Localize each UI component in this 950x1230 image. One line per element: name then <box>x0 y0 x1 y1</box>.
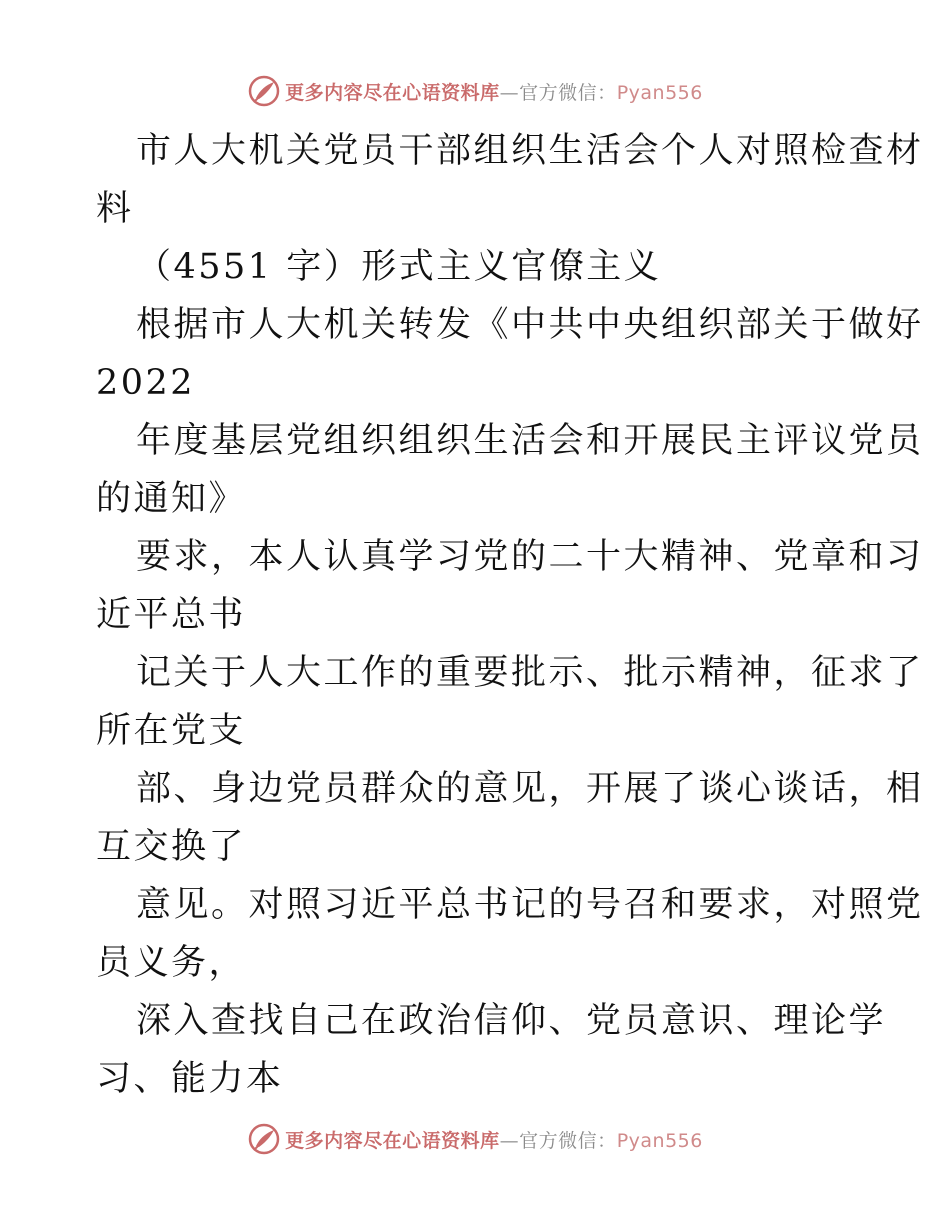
doc-line: 记关于人大工作的重要批示、批示精神，征求了 <box>136 653 924 693</box>
doc-line: 习、能力本 <box>96 1059 284 1099</box>
doc-line: 意见。对照习近平总书记的号召和要求，对照党 <box>136 885 924 925</box>
banner-slogan: 更多内容尽在心语资料库 <box>285 1129 500 1152</box>
footer-banner <box>0 1119 950 1159</box>
doc-line: 料 <box>96 189 134 229</box>
doc-line: 员义务， <box>96 943 247 983</box>
doc-line: 2022 <box>96 363 196 403</box>
doc-line: 市人大机关党员干部组织生活会个人对照检查材 <box>136 131 924 171</box>
banner-dash: — <box>499 81 520 104</box>
doc-line: 根据市人大机关转发《中共中央组织部关于做好 <box>136 305 924 345</box>
doc-line: 年度基层党组织组织生活会和开展民主评议党员 <box>136 421 924 461</box>
doc-line: 要求，本人认真学习党的二十大精神、党章和习 <box>136 537 924 577</box>
banner-wechat-id: Pyan556 <box>616 81 703 104</box>
quill-logo-icon <box>247 74 281 108</box>
banner-text <box>285 78 703 105</box>
banner-dash: — <box>499 1129 520 1152</box>
banner-slogan: 更多内容尽在心语资料库 <box>285 81 500 104</box>
header-banner <box>0 71 950 111</box>
doc-line: 近平总书 <box>96 595 247 635</box>
banner-wechat-label: 官方微信： <box>519 81 617 104</box>
banner-wechat-label: 官方微信： <box>519 1129 617 1152</box>
quill-logo-icon <box>247 1122 281 1156</box>
doc-line: 部、身边党员群众的意见，开展了谈心谈话，相 <box>136 769 924 809</box>
document-body <box>96 122 924 1108</box>
doc-line: 互交换了 <box>96 827 247 867</box>
doc-line: 深入查找自己在政治信仰、党员意识、理论学 <box>136 1001 887 1041</box>
doc-line: 的通知》 <box>96 479 247 519</box>
banner-text <box>285 1126 703 1153</box>
doc-line: 所在党支 <box>96 711 247 751</box>
banner-wechat-id: Pyan556 <box>616 1129 703 1152</box>
doc-line: （4551 字）形式主义官僚主义 <box>136 247 662 287</box>
